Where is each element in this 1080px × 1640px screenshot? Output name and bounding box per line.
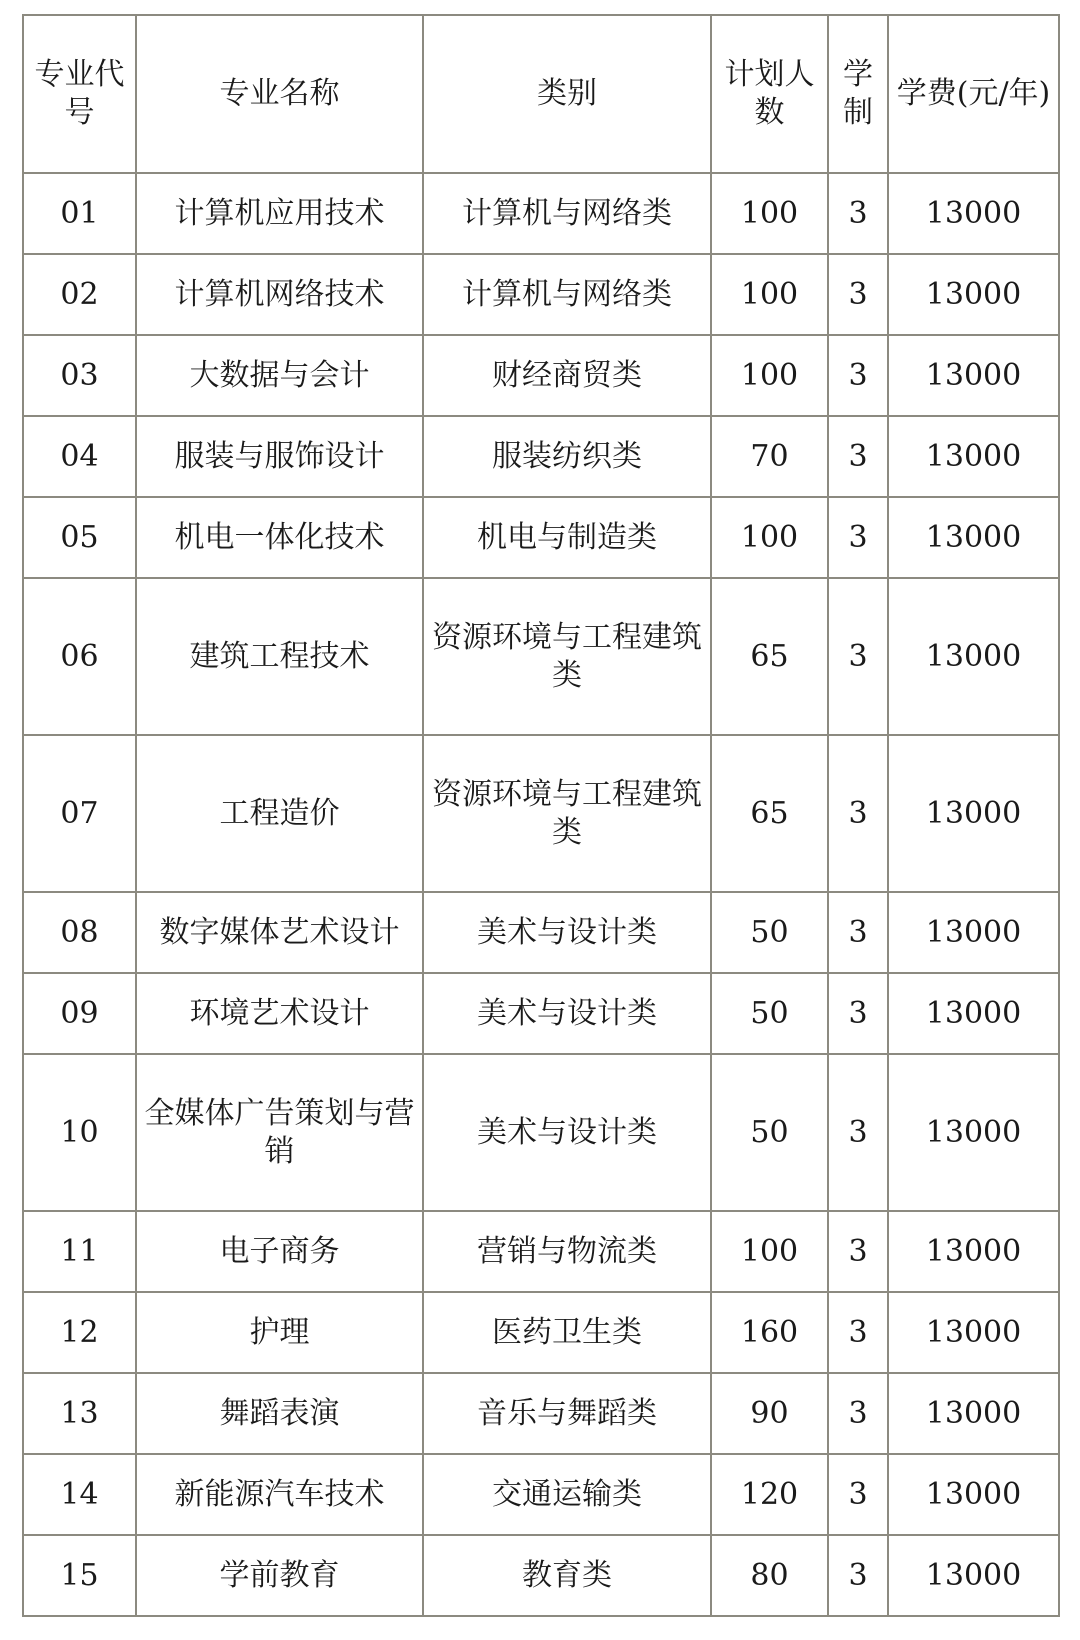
cell-tuition: 13000 xyxy=(888,416,1059,497)
cell-duration: 3 xyxy=(828,254,888,335)
cell-major-name: 电子商务 xyxy=(136,1211,423,1292)
cell-category: 美术与设计类 xyxy=(423,1054,711,1211)
cell-tuition: 13000 xyxy=(888,254,1059,335)
cell-code: 03 xyxy=(23,335,136,416)
cell-category: 财经商贸类 xyxy=(423,335,711,416)
cell-tuition: 13000 xyxy=(888,1054,1059,1211)
cell-major-name: 全媒体广告策划与营销 xyxy=(136,1054,423,1211)
cell-tuition: 13000 xyxy=(888,1211,1059,1292)
header-plan-count: 计划人数 xyxy=(711,15,828,173)
cell-code: 02 xyxy=(23,254,136,335)
header-tuition: 学费(元/年) xyxy=(888,15,1059,173)
cell-code: 10 xyxy=(23,1054,136,1211)
cell-tuition: 13000 xyxy=(888,578,1059,735)
cell-tuition: 13000 xyxy=(888,735,1059,892)
cell-major-name: 机电一体化技术 xyxy=(136,497,423,578)
cell-plan-count: 100 xyxy=(711,335,828,416)
cell-plan-count: 90 xyxy=(711,1373,828,1454)
cell-major-name: 计算机网络技术 xyxy=(136,254,423,335)
cell-tuition: 13000 xyxy=(888,1373,1059,1454)
cell-major-name: 建筑工程技术 xyxy=(136,578,423,735)
enrollment-table xyxy=(22,14,1060,1617)
cell-tuition: 13000 xyxy=(888,973,1059,1054)
cell-category: 教育类 xyxy=(423,1535,711,1616)
cell-category: 机电与制造类 xyxy=(423,497,711,578)
cell-major-name: 新能源汽车技术 xyxy=(136,1454,423,1535)
cell-category: 营销与物流类 xyxy=(423,1211,711,1292)
cell-major-name: 大数据与会计 xyxy=(136,335,423,416)
table-row xyxy=(23,416,1059,497)
cell-plan-count: 80 xyxy=(711,1535,828,1616)
cell-plan-count: 50 xyxy=(711,1054,828,1211)
cell-duration: 3 xyxy=(828,578,888,735)
table-row xyxy=(23,892,1059,973)
cell-plan-count: 100 xyxy=(711,497,828,578)
cell-plan-count: 50 xyxy=(711,892,828,973)
cell-category: 交通运输类 xyxy=(423,1454,711,1535)
cell-category: 资源环境与工程建筑类 xyxy=(423,578,711,735)
cell-major-name: 计算机应用技术 xyxy=(136,173,423,254)
cell-tuition: 13000 xyxy=(888,173,1059,254)
table-row xyxy=(23,173,1059,254)
table-row xyxy=(23,335,1059,416)
table-header xyxy=(23,15,1059,173)
cell-tuition: 13000 xyxy=(888,335,1059,416)
cell-duration: 3 xyxy=(828,1211,888,1292)
cell-plan-count: 100 xyxy=(711,173,828,254)
header-code: 专业代号 xyxy=(23,15,136,173)
cell-tuition: 13000 xyxy=(888,892,1059,973)
cell-duration: 3 xyxy=(828,335,888,416)
cell-code: 06 xyxy=(23,578,136,735)
cell-category: 医药卫生类 xyxy=(423,1292,711,1373)
header-major-name: 专业名称 xyxy=(136,15,423,173)
cell-major-name: 学前教育 xyxy=(136,1535,423,1616)
cell-tuition: 13000 xyxy=(888,1292,1059,1373)
cell-plan-count: 160 xyxy=(711,1292,828,1373)
cell-category: 音乐与舞蹈类 xyxy=(423,1373,711,1454)
cell-plan-count: 65 xyxy=(711,735,828,892)
table-row xyxy=(23,497,1059,578)
cell-duration: 3 xyxy=(828,892,888,973)
table-row xyxy=(23,735,1059,892)
cell-category: 美术与设计类 xyxy=(423,892,711,973)
cell-duration: 3 xyxy=(828,973,888,1054)
table-row xyxy=(23,254,1059,335)
cell-plan-count: 65 xyxy=(711,578,828,735)
cell-major-name: 护理 xyxy=(136,1292,423,1373)
cell-duration: 3 xyxy=(828,497,888,578)
cell-tuition: 13000 xyxy=(888,1535,1059,1616)
cell-plan-count: 100 xyxy=(711,254,828,335)
cell-code: 08 xyxy=(23,892,136,973)
cell-major-name: 服装与服饰设计 xyxy=(136,416,423,497)
cell-duration: 3 xyxy=(828,1373,888,1454)
cell-duration: 3 xyxy=(828,735,888,892)
cell-duration: 3 xyxy=(828,1054,888,1211)
cell-category: 服装纺织类 xyxy=(423,416,711,497)
cell-duration: 3 xyxy=(828,173,888,254)
cell-code: 13 xyxy=(23,1373,136,1454)
cell-duration: 3 xyxy=(828,416,888,497)
cell-category: 计算机与网络类 xyxy=(423,254,711,335)
table-body xyxy=(23,173,1059,1616)
table-row xyxy=(23,1535,1059,1616)
cell-category: 资源环境与工程建筑类 xyxy=(423,735,711,892)
cell-plan-count: 120 xyxy=(711,1454,828,1535)
table-row xyxy=(23,973,1059,1054)
cell-major-name: 工程造价 xyxy=(136,735,423,892)
cell-tuition: 13000 xyxy=(888,1454,1059,1535)
cell-code: 05 xyxy=(23,497,136,578)
cell-duration: 3 xyxy=(828,1535,888,1616)
cell-duration: 3 xyxy=(828,1454,888,1535)
cell-major-name: 数字媒体艺术设计 xyxy=(136,892,423,973)
header-category: 类别 xyxy=(423,15,711,173)
cell-plan-count: 70 xyxy=(711,416,828,497)
cell-code: 14 xyxy=(23,1454,136,1535)
cell-code: 04 xyxy=(23,416,136,497)
cell-code: 09 xyxy=(23,973,136,1054)
table-row xyxy=(23,578,1059,735)
cell-code: 15 xyxy=(23,1535,136,1616)
cell-category: 计算机与网络类 xyxy=(423,173,711,254)
header-duration: 学制 xyxy=(828,15,888,173)
cell-plan-count: 100 xyxy=(711,1211,828,1292)
cell-code: 01 xyxy=(23,173,136,254)
cell-major-name: 环境艺术设计 xyxy=(136,973,423,1054)
cell-code: 12 xyxy=(23,1292,136,1373)
cell-major-name: 舞蹈表演 xyxy=(136,1373,423,1454)
cell-code: 07 xyxy=(23,735,136,892)
cell-code: 11 xyxy=(23,1211,136,1292)
cell-category: 美术与设计类 xyxy=(423,973,711,1054)
table-row xyxy=(23,1454,1059,1535)
cell-plan-count: 50 xyxy=(711,973,828,1054)
table-row xyxy=(23,1292,1059,1373)
cell-tuition: 13000 xyxy=(888,497,1059,578)
table-row xyxy=(23,1373,1059,1454)
cell-duration: 3 xyxy=(828,1292,888,1373)
table-row xyxy=(23,1211,1059,1292)
header-row xyxy=(23,15,1059,173)
table-row xyxy=(23,1054,1059,1211)
